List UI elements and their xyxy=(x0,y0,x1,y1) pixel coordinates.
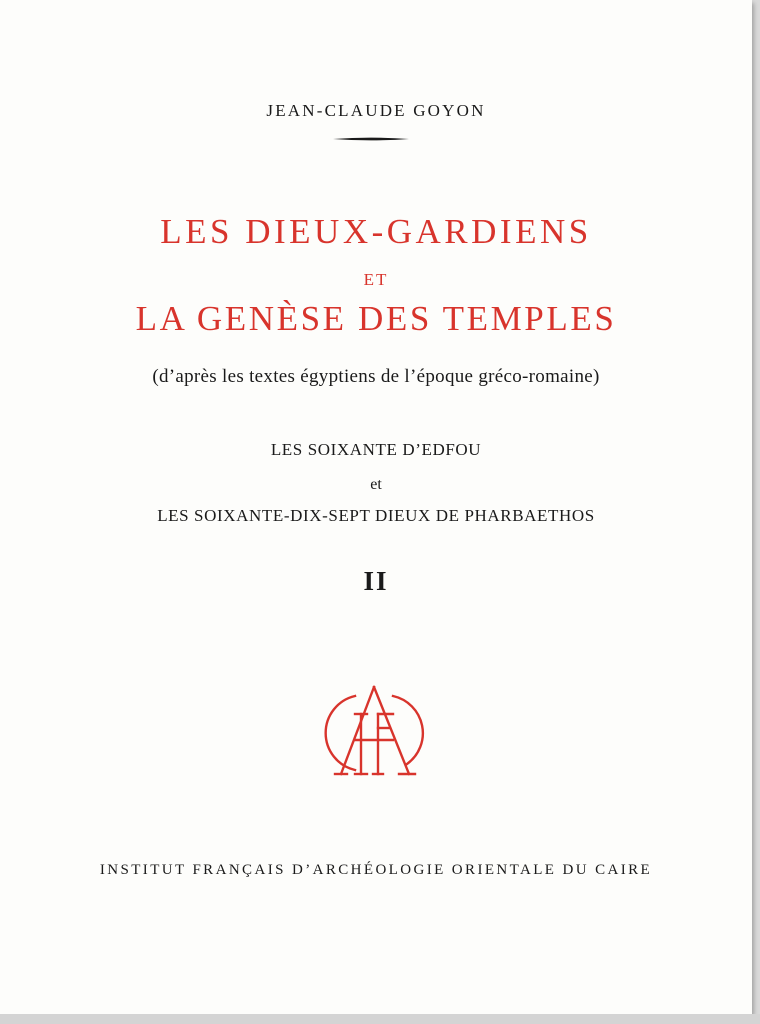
ornamental-rule xyxy=(333,136,409,142)
book-subtitle: (d’après les textes égyptiens de l’époque gréco-romaine) xyxy=(152,366,600,387)
title-connector: ET xyxy=(363,270,389,289)
book-title-line-1: LES DIEUX-GARDIENS xyxy=(160,212,592,251)
scan-background xyxy=(0,1014,760,1024)
volume-number: II xyxy=(363,566,389,596)
section-title-line-2: LES SOIXANTE-DIX-SEPT DIEUX DE PHARBAETHOS xyxy=(157,506,595,525)
book-title-line-2: LA GENÈSE DES TEMPLES xyxy=(135,299,617,338)
section-title-line-1: LES SOIXANTE D’EDFOU xyxy=(270,440,482,459)
publisher-name: INSTITUT FRANÇAIS D’ARCHÉOLOGIE ORIENTALE DU CAIRE xyxy=(99,862,653,878)
ifao-monogram-icon xyxy=(311,684,437,782)
author-name: JEAN-CLAUDE GOYON xyxy=(266,101,486,120)
section-connector: et xyxy=(370,476,382,493)
